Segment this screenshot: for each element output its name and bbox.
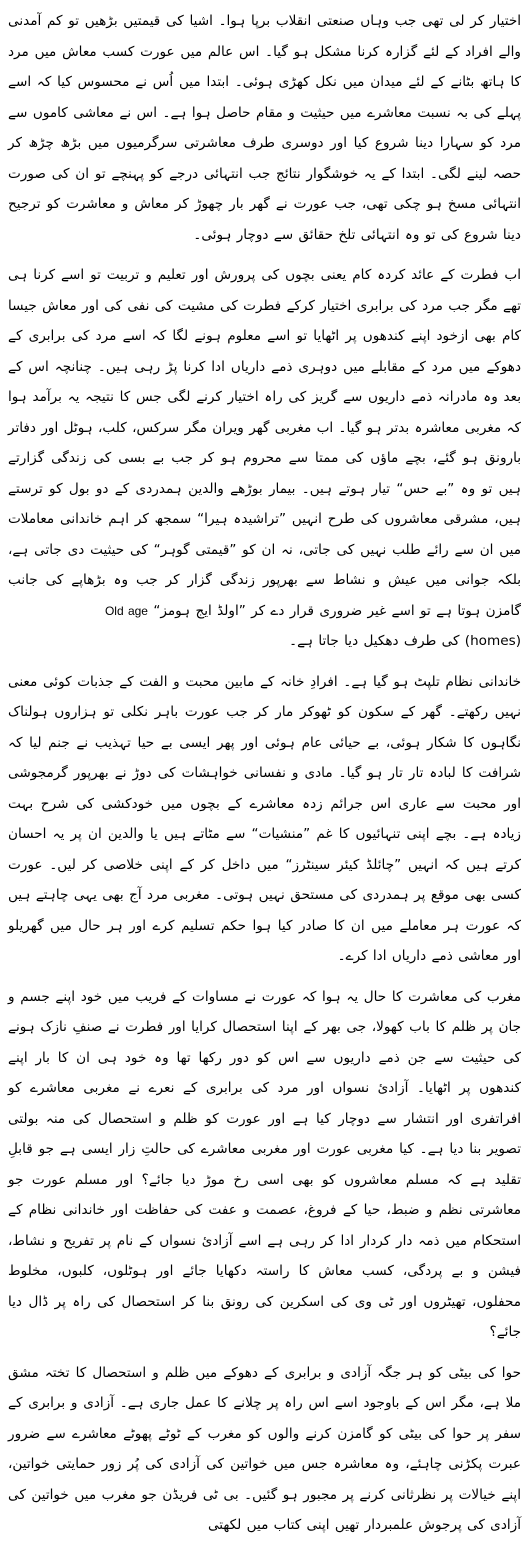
paragraph-1: اختیار کر لی تھی جب وہاں صنعتی انقلاب برپا ہوا۔ اشیا کی قیمتیں بڑھیں تو کم آمدنی والے افراد کے لئے گزارہ کرنا مشکل ہو گیا۔ اس عالم میں عورت کسب معاش میں مرد کا ہاتھ بٹانے کے لئے میدان میں نکل کھڑی ہوئی۔ ابتدا میں اُس نے محسوس کیا کہ اسے پہلے کی بہ نسبت معاشرے میں حیثیت و مقام حاصل ہوا ہے۔ اس نے معاشی کاموں سے مرد کو سہارا دینا شروع کیا اور دوسری طرف معاشرتی سرگرمیوں میں بڑھ چڑھ کر حصہ لینے لگی۔ ابتدا کے یہ خوشگوار نتائج جب انتہائی درجے کو پہنچے تو ان کی صورت انتہائی مسخ ہو چکی تھی، جب عورت نے گھر بار چھوڑ کر معاش و معاشرت کو ترجیح دینا شروع کی تو وہ انتہائی تلخ حقائق سے دوچار ہوئی۔ xyxy=(8,13,521,243)
paragraph-2-continuation: (homes) کی طرف دھکیل دیا جاتا ہے۔ xyxy=(289,633,521,649)
paragraph-2 xyxy=(8,260,521,626)
paragraph-4: مغرب کی معاشرت کا حال یہ ہوا کہ عورت نے مساوات کے فریب میں خود اپنے جسم و جان پر ظلم کا باب کھولا، جی بھر کے اپنا استحصال کرایا اور فطرت نے صنفِ نازک ہونے کی حیثیت سے جن ذمے داریوں سے اس کو دور رکھا تھا وہ خود ہی ان کا بار اپنے کندھوں پر اٹھایا۔ آزادیٔ نسواں اور مرد کی برابری کے نعرے نے مغربی معاشرے کو افراتفری اور انتشار سے دوچار کیا ہے اور عورت کو ظلم و استحصال کی منہ بولتی تصویر بنا دیا ہے۔ کیا مغربی عورت اور مغربی معاشرے کی حالتِ زار ایسی ہے جو قابلِ تقلید ہے کہ مسلم معاشروں کو بھی اسی رخ موڑ دیا جائے؟ اور مسلم عورت جو معاشرتی نظم و ضبط، حیا کے فروغ، عصمت و عفت کی حفاظت اور خاندانی نظام کے استحکام میں ذمہ دار کردار ادا کر رہی ہے اسے آزادیٔ نسواں کے نام پر تفریح و نشاط، فیشن و بے پردگی، کسب معاش کا راستہ دکھایا جائے اور ہوٹلوں، کلبوں، مخلوط محفلوں، تھیٹروں اور ٹی وی کی اسکرین کی رونق بنا کر استحصال کی راہ پر ڈال دیا جائے؟ xyxy=(8,988,521,1340)
english-term: Old age xyxy=(104,603,148,618)
paragraph-5: حوا کی بیٹی کو ہر جگہ آزادی و برابری کے دھوکے میں ظلم و استحصال کا تختہ مشق ملا ہے، مگر اس کے باوجود اسے اس راہ پر چلانے کا عمل جاری ہے۔ آزادی و برابری کے سفر پر حوا کی بیٹی کو گامزن کرنے والوں کو مغرب کے ٹوٹے پھوٹے معاشرے سے ضرور عبرت پکڑنی چاہئے، وہ معاشرہ جس میں خواتین کی آزادی کی پُر زور حمایتی خواتین، اپنے خیالات پر نظرثانی کرنے پر مجبور ہو گئیں۔ بی ٹی فریڈن جو مغرب میں خواتین کی آزادی کی پرجوش علمبردار تھیں اپنی کتاب میں لکھتی xyxy=(8,1364,521,1533)
paragraph-2-text: اب فطرت کے عائد کردہ کام یعنی بچوں کی پرورش اور تعلیم و تربیت تو اسے کرنا ہی تھے مگر جب مرد کی برابری اختیار کرکے فطرت کی مشیت کی نفی کی اور معاش جیسا کام بھی ازخود اپنے کندھوں پر اٹھایا تو اسے معلوم ہونے لگا کہ اسے مرد کی برابری کے دھوکے میں مرد کے مقابلے میں دوہری ذمے داریاں ادا کرنا پڑ رہی ہیں۔ چنانچہ اس کے بعد وہ مادرانہ ذمے داریوں سے گریز کی راہ اختیار کرنے لگی جس کا نتیجہ یہ برآمد ہوا کہ مغربی معاشرہ بدتر ہو گیا۔ اب مغربی گھر ویران مگر سرکس، کلب، ہوٹل اور دفاتر بارونق ہو گئے، بچے ماؤں کی ممتا سے محروم ہو کر جب بے بسی کی زندگی گزارتے ہیں تو وہ ”بے حس“ تیار ہوتے ہیں۔ بیمار بوڑھے والدین ہمدردی کے دو بول کو ترستے ہیں، مشرقی معاشروں کی طرح انہیں ”تراشیدہ ہیرا“ سمجھ کر اہم خاندانی معاملات میں ان سے رائے طلب نہیں کی جاتی، نہ ان کو ”قیمتی گوہر“ کی حیثیت دی جاتی ہے، بلکہ جوانی میں عیش و نشاط سے بھرپور زندگی گزار کر جب وہ بڑھاپے کی جانب گامزن ہوتا ہے تو اسے غیر ضروری قرار دے کر ”اولڈ ایج ہومز“ xyxy=(8,267,521,619)
paragraph-3: خاندانی نظام تلپٹ ہو گیا ہے۔ افرادِ خانہ کے مابین محبت و الفت کے جذبات کوئی معنی نہیں رکھتے۔ گھر کے سکون کو ٹھوکر مار کر جب عورت باہر نکلی تو ہزاروں ہولناک نگاہوں کا شکار ہوئی، بے حیائی عام ہوئی اور پھر ایسی بے حیا تہذیب نے جنم لیا کہ شرافت کا لبادہ تار تار ہو گیا۔ مادی و نفسانی خواہشات کی دوڑ نے بھرپور گرمجوشی اور محبت سے عاری اس جرائم زدہ معاشرے کے بچوں میں خودکشی کی شرح بہت زیادہ ہے۔ بچے اپنی تنہائیوں کا غم ”منشیات“ سے مٹاتے ہیں یا والدین ان پر یہ احسان کرتے ہیں کہ انہیں ”چائلڈ کیئر سینٹرز“ میں داخل کر کے اپنی خلاصی کر لیں۔ عورت کسی بھی موقع پر ہمدردی کی مستحق نہیں ہوتی۔ مغربی مرد آج بھی یہی چاہتے ہیں کہ عورت ہر معاملے میں ان کا صادر کیا ہوا حکم تسلیم کرے اور ہر حال میں گھریلو اور معاشی ذمے داریاں ادا کرے۔ xyxy=(8,673,521,964)
